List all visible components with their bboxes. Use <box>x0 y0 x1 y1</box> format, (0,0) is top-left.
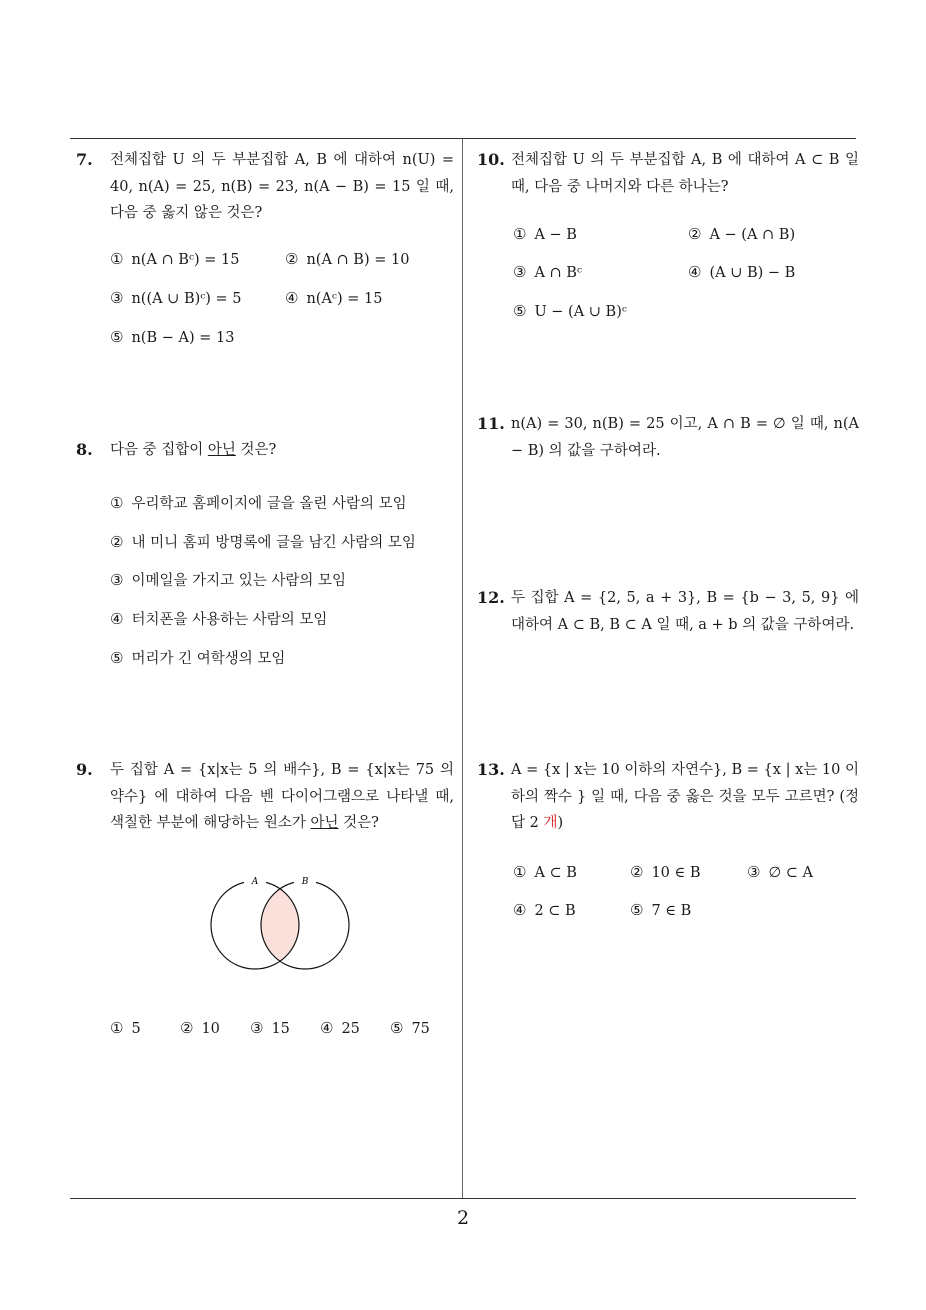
question-11 <box>477 411 859 464</box>
page-number: 2 <box>456 1207 470 1229</box>
circled-number: ② <box>688 225 702 243</box>
q10-choice-3[interactable]: ③ A ∩ Bᶜ <box>513 263 582 281</box>
question-11-text: n(A) = 30, n(B) = 25 이고, A ∩ B = ∅ 일 때, n(A − B) 의 값을 구하여라. <box>511 416 859 459</box>
circled-number: ④ <box>285 289 299 307</box>
q13-choice-5[interactable]: ⑤ 7 ∈ B <box>630 901 692 919</box>
question-13-number: 13. <box>477 760 505 779</box>
underlined-not: 아닌 <box>310 815 339 831</box>
circled-number: ⑤ <box>513 302 527 320</box>
question-12 <box>477 585 859 638</box>
q10-choice-5[interactable]: ⑤ U − (A ∪ B)ᶜ <box>513 302 627 320</box>
question-9 <box>76 757 454 837</box>
circled-number: ③ <box>110 571 124 589</box>
q7-choice-1[interactable]: ① n(A ∩ Bᶜ) = 15 <box>110 250 240 268</box>
question-7 <box>76 147 454 227</box>
question-12-text: 두 집합 A = {2, 5, a + 3}, B = {b − 3, 5, 9} 에 대하여 A ⊂ B, B ⊂ A 일 때, a + b 의 값을 구하여라. <box>511 590 859 633</box>
bottom-rule <box>70 1198 856 1199</box>
circled-number: ⑤ <box>390 1019 404 1037</box>
q9-choice-5[interactable]: ⑤ 75 <box>390 1019 430 1037</box>
q13-choice-1[interactable]: ① A ⊂ B <box>513 863 577 881</box>
circled-number: ① <box>513 863 527 881</box>
q8-choice-5[interactable]: ⑤ 머리가 긴 여학생의 모임 <box>110 649 286 667</box>
column-divider <box>462 139 463 1198</box>
circled-number: ② <box>630 863 644 881</box>
question-13 <box>477 757 859 837</box>
venn-label-a: A <box>251 877 259 887</box>
question-12-number: 12. <box>477 588 505 607</box>
circled-number: ⑤ <box>110 649 124 667</box>
circled-number: ① <box>513 225 527 243</box>
q7-choice-3[interactable]: ③ n((A ∪ B)ᶜ) = 5 <box>110 289 242 307</box>
q7-choice-5[interactable]: ⑤ n(B − A) = 13 <box>110 328 235 346</box>
q8-choice-1[interactable]: ① 우리학교 홈페이지에 글을 올린 사람의 모임 <box>110 494 407 512</box>
q10-choice-2[interactable]: ② A − (A ∩ B) <box>688 225 796 243</box>
circled-number: ⑤ <box>630 901 644 919</box>
q7-choice-4[interactable]: ④ n(Aᶜ) = 15 <box>285 289 383 307</box>
question-10-text: 전체집합 U 의 두 부분집합 A, B 에 대하여 A ⊂ B 일 때, 다음 중 나머지와 다른 하나는? <box>511 152 859 195</box>
circled-number: ④ <box>320 1019 334 1037</box>
circled-number: ② <box>110 533 124 551</box>
q13-choice-3[interactable]: ③ ∅ ⊂ A <box>747 863 813 881</box>
underlined-not: 아닌 <box>207 442 236 458</box>
q8-choice-3[interactable]: ③ 이메일을 가지고 있는 사람의 모임 <box>110 571 346 589</box>
venn-diagram <box>205 873 355 975</box>
circled-number: ① <box>110 250 124 268</box>
q10-choice-4[interactable]: ④ (A ∪ B) − B <box>688 263 796 281</box>
q9-choice-1[interactable]: ① 5 <box>110 1019 141 1037</box>
q8-choice-4[interactable]: ④ 터치폰을 사용하는 사람의 모임 <box>110 610 328 628</box>
circled-number: ⑤ <box>110 328 124 346</box>
venn-label-b: B <box>301 877 309 887</box>
circled-number: ③ <box>513 263 527 281</box>
circled-number: ① <box>110 1019 124 1037</box>
q8-choice-2[interactable]: ② 내 미니 홈피 방명록에 글을 남긴 사람의 모임 <box>110 533 416 551</box>
question-9-text: 두 집합 A = {x|x는 5 의 배수}, B = {x|x는 75 의 약수} 에 대하여 다음 벤 다이어그램으로 나타낼 때, 색칠한 부분에 해당하는 원소가 아닌 것은? <box>110 762 454 831</box>
circled-number: ③ <box>250 1019 264 1037</box>
answer-count-unit: 개 <box>543 815 558 831</box>
question-7-text: 전체집합 U 의 두 부분집합 A, B 에 대하여 n(U) = 40, n(A) = 25, n(B) = 23, n(A − B) = 15 일 때, 다음 중 옳지 않은 것은? <box>110 152 454 221</box>
question-8-number: 8. <box>76 440 93 459</box>
q10-choice-1[interactable]: ① A − B <box>513 225 577 243</box>
circled-number: ① <box>110 494 124 512</box>
q7-choice-2[interactable]: ② n(A ∩ B) = 10 <box>285 250 410 268</box>
q13-choice-4[interactable]: ④ 2 ⊂ B <box>513 901 576 919</box>
question-7-number: 7. <box>76 150 93 169</box>
top-rule <box>70 138 856 139</box>
question-9-number: 9. <box>76 760 93 779</box>
q13-choice-2[interactable]: ② 10 ∈ B <box>630 863 701 881</box>
question-10 <box>477 147 859 200</box>
circled-number: ④ <box>110 610 124 628</box>
q9-choice-4[interactable]: ④ 25 <box>320 1019 360 1037</box>
question-8-text: 다음 중 집합이 아닌 것은? <box>110 442 277 458</box>
circled-number: ④ <box>688 263 702 281</box>
circled-number: ② <box>180 1019 194 1037</box>
circled-number: ② <box>285 250 299 268</box>
circled-number: ④ <box>513 901 527 919</box>
circled-number: ③ <box>110 289 124 307</box>
question-10-number: 10. <box>477 150 505 169</box>
question-13-text: A = {x | x는 10 이하의 자연수}, B = {x | x는 10 이하의 짝수 } 일 때, 다음 중 옳은 것을 모두 고르면? (정답 2 개) <box>511 762 859 831</box>
q9-choice-3[interactable]: ③ 15 <box>250 1019 290 1037</box>
question-11-number: 11. <box>477 414 505 433</box>
question-8 <box>76 437 454 464</box>
q9-choice-2[interactable]: ② 10 <box>180 1019 220 1037</box>
circled-number: ③ <box>747 863 761 881</box>
